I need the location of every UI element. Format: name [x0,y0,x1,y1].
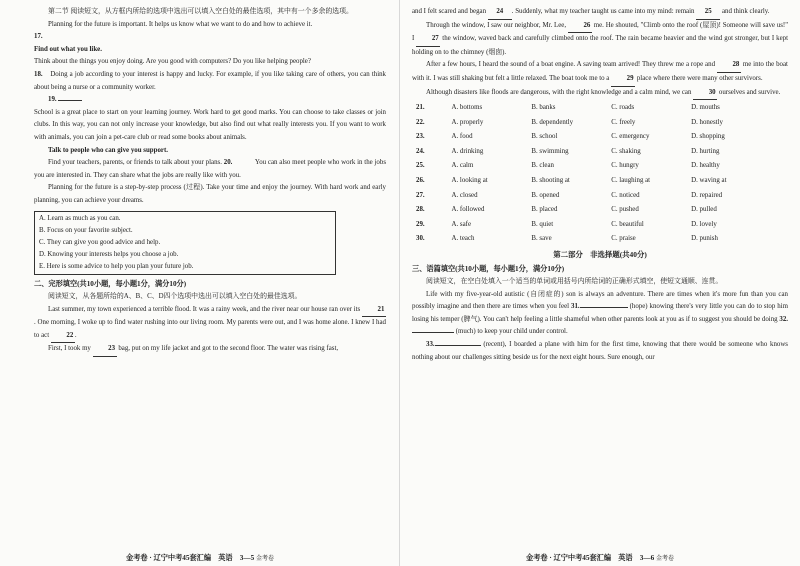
cloze-text-r1c: and think clearly. [721,8,770,15]
paragraph-1: Think about the things you enjoy doing. Are you good with computers? Do you like helping people? [34,58,311,66]
right-page [400,0,800,566]
answer-blank-33[interactable] [435,345,481,346]
choice-c[interactable]: C. hungry [611,162,639,170]
choice-c[interactable]: C. noticed [611,191,640,199]
choice-number: 25. [416,162,425,170]
blank-26[interactable]: 26 [568,20,592,34]
choice-d[interactable]: D. honestly [691,118,723,126]
question-17: 17. [34,33,43,41]
choice-a[interactable]: A. closed [451,191,478,199]
choice-b[interactable]: B. swimming [531,147,569,155]
cloze-text-3: . [74,331,77,339]
choice-b[interactable]: B. shooting at [531,176,570,184]
cloze-text-4b: bag, put on my life jacket and got to the second floor. The water was rising fast, [118,345,339,353]
choice-row [416,188,771,203]
choice-number: 26. [416,176,425,184]
choice-d[interactable]: D. lovely [691,220,717,228]
choice-row [416,173,771,188]
page-footer-left [0,553,400,563]
options-box [34,211,336,275]
blank-25[interactable]: 25 [696,6,720,20]
choice-c[interactable]: C. roads [611,103,635,111]
choice-b[interactable]: B. dependently [531,118,574,126]
choice-d[interactable]: D. waving at [691,176,727,184]
choice-d[interactable]: D. mouths [691,103,720,111]
cloze-text-r4b: ourselves and survive. [718,88,781,96]
paragraph-5: Planning for the future is a step-by-step process (过程). Take your time and enjoy the journey. With hard work and early planning, you can achieve your dreams. [34,184,386,204]
cloze-text-r1b: . Suddenly, what my teacher taught us came into my mind: remain [511,8,695,15]
blank-30[interactable]: 30 [693,87,717,101]
question-33: 33. [426,341,435,349]
gap-fill-paragraph-1 [412,289,788,339]
choice-c[interactable]: C. shaking [611,147,641,155]
choice-number: 30. [416,235,425,243]
blank-29[interactable]: 29 [611,73,635,87]
choice-a[interactable]: A. drinking [451,147,484,155]
choice-row [416,100,771,115]
choice-c[interactable]: C. beautiful [611,220,644,228]
choice-a[interactable]: A. bottoms [451,103,483,111]
question-19-line [34,94,386,107]
option-b: B. Focus on your favorite subject. [39,226,133,234]
choice-b[interactable]: B. banks [531,103,556,111]
choice-number: 23. [416,133,425,141]
choice-d[interactable]: D. pulled [691,206,717,214]
cloze-text-r1a: and I felt scared and began [412,8,487,15]
choice-c[interactable]: C. emergency [611,133,650,141]
cloze-text-2: . One morning, I woke up to find water rushing into our living room. My parents were out, and I was home alone. I knew I had to act [34,319,386,339]
cloze-paragraph-3 [412,6,788,20]
choice-number: 21. [416,103,425,111]
blank-21[interactable]: 21 [362,304,386,318]
choice-row [416,217,771,232]
section-three-instructions: 阅读短文，在空白处填入一个适当的单词或用括号内所给词的正确形式填空，使短文通顺、连贯。 [426,278,723,286]
heading-talk: Talk to people who can give you support. [48,146,168,154]
cloze-section-title: 二、完形填空(共10小题，每小题1分，满分10分) [34,279,187,288]
cloze-paragraph-6 [412,87,788,101]
choice-number: 27. [416,191,425,199]
cloze-paragraph-4 [412,20,788,60]
footer-text: 金考卷 · 辽宁中考45套汇编 英语 3—6 [526,554,655,562]
choice-c[interactable]: C. laughing at [611,176,651,184]
paragraph-2-text: Doing a job according to your interest is happy and lucky. For example, if you like taking care of others, you can think about being a nurse or a community worker. [34,70,386,91]
paragraph-4 [34,157,386,182]
passage-intro: Planning for the future is important. It helps us know what we want to do and how to achieve it. [48,20,313,28]
cloze-text-r3c: place where there were many other survivors. [636,74,763,82]
paragraph-4a: Find your teachers, parents, or friends to talk about your plans. [48,159,222,167]
choice-number: 24. [416,147,425,155]
choice-number: 22. [416,118,425,126]
choice-b[interactable]: B. save [531,235,552,243]
blank-22[interactable]: 22 [51,330,75,344]
choice-c[interactable]: C. praise [611,235,636,243]
choice-d[interactable]: D. repaired [691,191,723,199]
cloze-paragraph-1 [34,304,386,344]
cloze-paragraph-2 [34,343,386,357]
cloze-text-r4a: Although disasters like floods are dangerous, with the right knowledge and a calm mind, we can [426,88,692,96]
option-e: E. Here is some advice to help you plan your future job. [39,262,194,270]
footer-text: 金考卷 · 辽宁中考45套汇编 英语 3—5 [126,554,255,562]
cloze-text-r3b: me into the boat with it. I was still shaking but felt a little relaxed. The boat took me to a [412,61,788,82]
choice-row [416,115,771,130]
blank-28[interactable]: 28 [717,59,741,73]
part-two-heading: 第二部分 非选择题(共40分) [553,250,647,260]
answer-blank-31[interactable] [580,307,628,308]
choice-row [416,129,771,144]
blank-23[interactable]: 23 [93,343,117,357]
cloze-text-r2b: me. He shouted, "Climb onto the roof (屋顶)! Someone will save us!" I [412,21,789,43]
option-a: A. Learn as much as you can. [39,214,121,222]
cloze-text-1: Last summer, my town experienced a terrible flood. It was a rainy week, and the river near our house ran over its [48,305,361,313]
choice-a[interactable]: A. properly [451,118,484,126]
paragraph-4b: You can also meet people who work in the jobs you are interested in. They can share what the jobs are really like with you. [34,159,387,179]
option-c: C. They can give you good advice and help. [39,238,161,246]
choice-b[interactable]: B. quiet [531,220,554,228]
cloze-text-4a: First, I took my [48,345,91,353]
footer-logo: 金考卷 [255,556,274,562]
gap-text-2a: (recent), I boarded a plane with him for the first time, knowing that there would be someone who knows nothing about our challenges sitting beside us for the next eight hours. Sure enough, our [412,341,788,361]
choice-c[interactable]: C. pushed [611,206,639,214]
question-20: 20. [223,159,233,167]
paragraph-3: School is a great place to start on your learning journey. Work hard to get good marks. You can choose to take classes or join clubs. In this way, you can not only increase your knowledge, but also find out what really interests you. If you want to work with animals, you can join a pet-care club or read some books about animals. [34,108,386,141]
cloze-instructions: 阅读短文，从各题所给的A、B、C、D四个选项中选出可以填入空白处的最佳选项。 [48,292,302,300]
paragraph-2 [34,69,386,94]
blank-27[interactable]: 27 [416,33,440,47]
section-three-title: 三、语篇填空(共10小题，每小题1分，满分10分) [412,265,565,274]
answer-blank-19[interactable] [58,100,82,101]
choice-b[interactable]: B. opened [531,191,560,199]
cloze-paragraph-5 [412,59,788,86]
choice-row [416,144,771,159]
gap-text-1c: (much) to keep your child under control. [455,328,568,336]
question-19: 19. [48,96,57,104]
choice-a[interactable]: A. calm [451,162,474,170]
choice-number: 28. [416,206,425,214]
choice-d[interactable]: D. shopping [691,133,725,141]
heading-find-out: Find out what you like. [34,45,102,53]
choice-a[interactable]: A. followed [451,206,485,214]
cloze-text-r3a: After a few hours, I heard the sound of a boat engine. A saving team arrived! They threw me a rope and [426,61,716,69]
choice-d[interactable]: D. punish [691,235,718,243]
choice-a[interactable]: A. safe [451,220,472,228]
footer-logo: 金考卷 [655,556,674,562]
choice-c[interactable]: C. freely [611,118,636,126]
gap-text-1b: (hope) knowing there's very little you can do to stop him losing his temper (脾气). You can't help feeling a little shameful when other parents look at you as if to suggest you should be doing [412,303,788,323]
cloze-text-r2c: the window, waved back and carefully climbed onto the roof. The rain became heavier and the wind got stronger, but I kept holding on to the chimney (烟囱). [412,35,788,56]
choice-row [416,159,771,174]
choices-table [416,100,771,246]
option-d: D. Knowing your interests helps you choose a job. [39,250,179,258]
choice-b[interactable]: B. placed [531,206,558,214]
choice-row [416,202,771,217]
choice-b[interactable]: B. school [531,133,558,141]
gap-fill-paragraph-2 [412,339,788,364]
choice-number: 29. [416,220,425,228]
gap-text-1a: Life with my five-year-old autistic (自闭症的) son is always an adventure. There are times when it's more fun than you can possibly imagine and then there are times when you feel [412,290,788,311]
answer-blank-32[interactable] [412,332,454,333]
blank-24[interactable]: 24 [488,6,512,20]
question-32: 32. [779,315,788,323]
cloze-text-r2a: Through the window, I saw our neighbor, Mr. Lee, [426,21,567,29]
choice-a[interactable]: A. teach [451,235,475,243]
choice-d[interactable]: D. healthy [691,162,720,170]
page-footer-right [400,553,800,563]
choice-a[interactable]: A. food [451,133,473,141]
section-title: 第二节 阅读短文，从方框内所给的选项中选出可以填入空白处的最佳选项，其中有一个多余的选项。 [48,8,353,15]
choice-a[interactable]: A. looking at [451,176,488,184]
choice-d[interactable]: D. hurting [691,147,720,155]
question-31: 31. [571,303,580,311]
question-18: 18. [34,70,43,78]
choice-b[interactable]: B. clean [531,162,554,170]
choice-row [416,232,771,247]
